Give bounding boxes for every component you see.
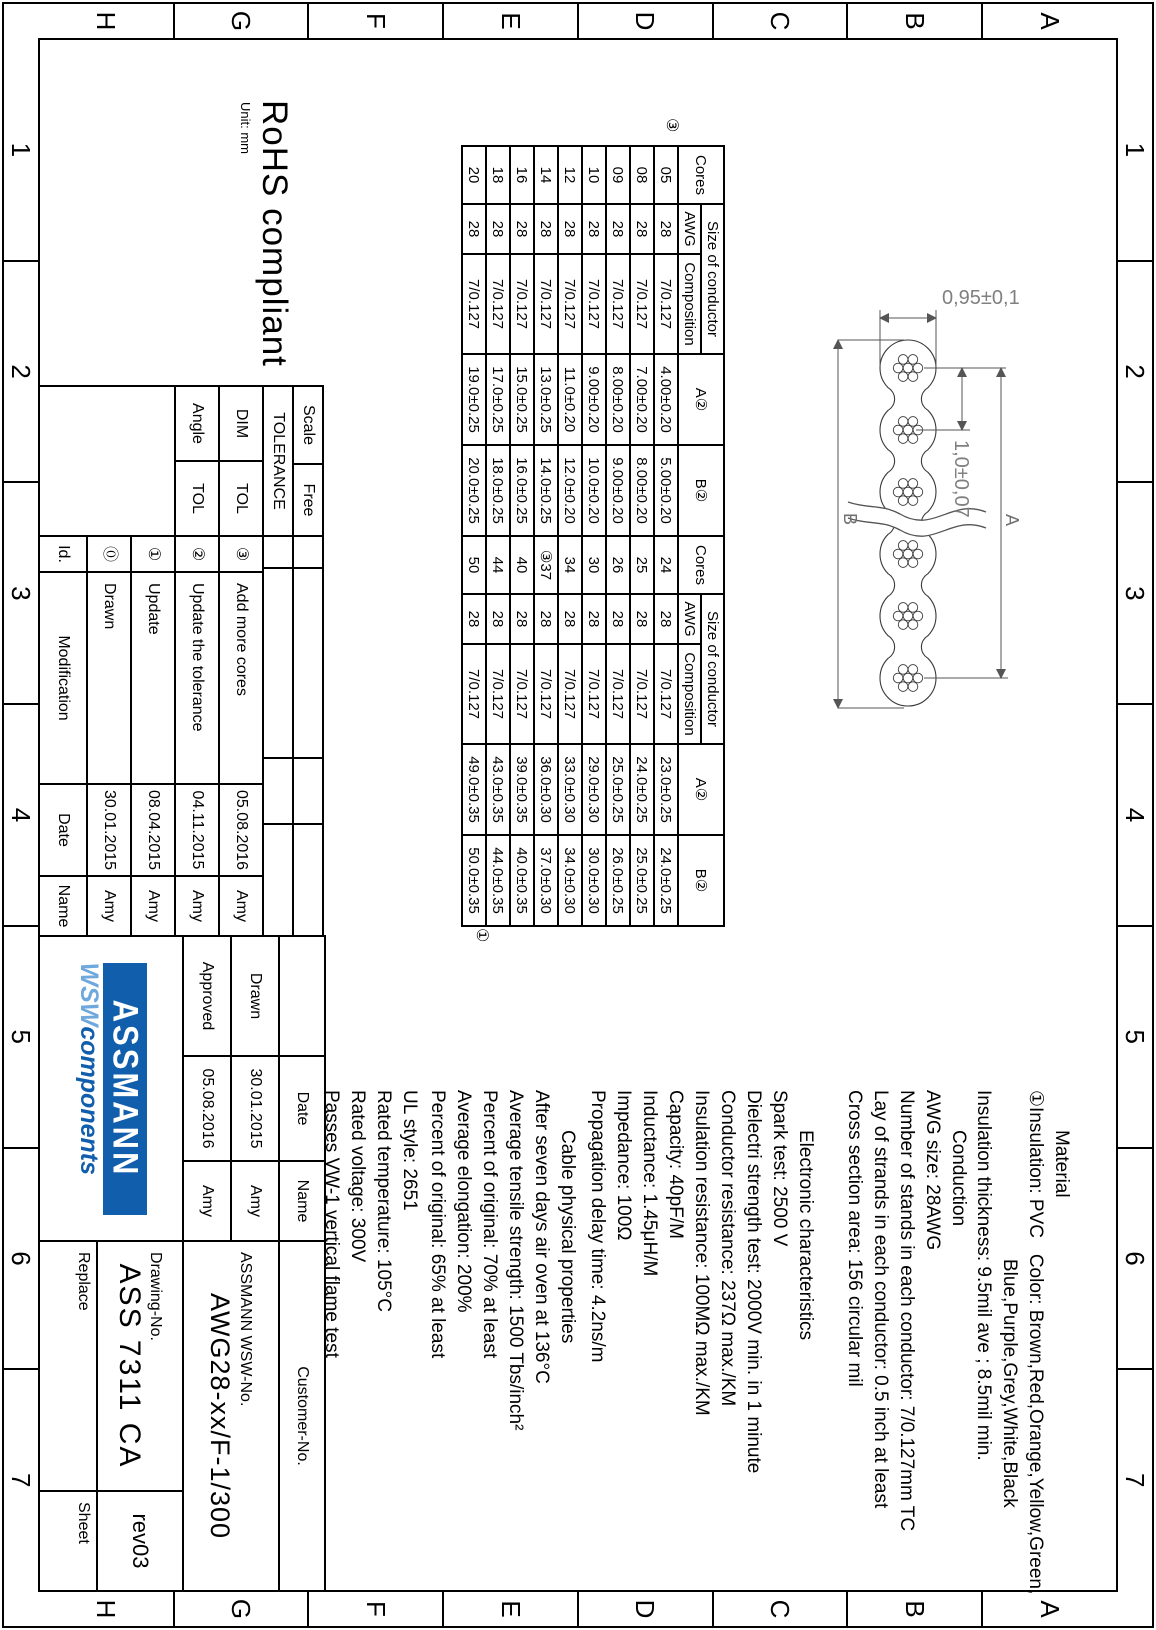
- cell-cores: 34: [558, 536, 582, 594]
- cell-cores: 26: [606, 536, 630, 594]
- table-row: [486, 536, 510, 926]
- assmann-logo-wsw: WSW: [74, 962, 103, 1027]
- drawn-name: Amy: [231, 1161, 279, 1241]
- table-row: [654, 536, 678, 926]
- note-line: Dielectri strength test: 2000V min. in 1 minute: [743, 1090, 764, 1474]
- cell-composition: 7/0.127: [558, 644, 582, 744]
- frame-strip-top: [1118, 40, 1152, 1590]
- note-title: Electronic characteristics: [795, 1130, 816, 1341]
- col-header-size-of-conductor: Size of conductor: [701, 204, 724, 354]
- revision-name: Amy: [87, 876, 131, 936]
- revision-cell: [97, 1491, 183, 1591]
- revision-modification: Update: [131, 572, 175, 784]
- assmann-logo: [76, 963, 147, 1215]
- cell-awg: 28: [606, 594, 630, 644]
- empty-cell: [263, 568, 293, 758]
- frame-row-label: G: [173, 4, 308, 38]
- note-line: Conductor resistance: 237Ω max./KM: [717, 1090, 738, 1407]
- col-header-awg: AWG: [678, 204, 701, 254]
- frame-column-label: 3: [1118, 483, 1152, 705]
- approved-name: Amy: [183, 1161, 231, 1241]
- revision-id: ⓪: [87, 536, 131, 572]
- frame-column-label: 4: [4, 705, 38, 927]
- col-header-a: A②: [678, 354, 724, 445]
- frame-row-label: B: [847, 1592, 982, 1626]
- revision-name: Amy: [219, 876, 263, 936]
- cell-b: 10.0±0.20: [582, 445, 606, 536]
- conductor-table-half-1: [461, 145, 725, 537]
- note-line: Blue,Purple,Grey,White,Black: [999, 1090, 1020, 1508]
- note-line: Rated temperature: 105°C: [373, 1090, 394, 1312]
- note-line: UL style: 2651: [399, 1090, 420, 1211]
- assmann-logo-components: components: [74, 1026, 103, 1175]
- table-row: [534, 146, 558, 536]
- table-row: [486, 146, 510, 536]
- frame-column-label: 1: [1118, 40, 1152, 262]
- empty-cell: [263, 758, 293, 824]
- drawing-no-label: Drawing-No.: [147, 1252, 165, 1341]
- scale-label: Scale: [293, 386, 323, 464]
- cell-cores: 10: [582, 146, 606, 204]
- table-row: [558, 146, 582, 536]
- cell-b: 40.0±0.35: [510, 835, 534, 926]
- col-header-composition: Composition: [678, 644, 701, 744]
- dim-tol-label: TOL: [219, 461, 263, 536]
- note-ul-ratings: [318, 1090, 422, 1600]
- cell-awg: 28: [462, 594, 486, 644]
- col-header-cores: Cores: [678, 146, 724, 204]
- dim-label-a: A: [1002, 514, 1022, 527]
- cell-awg: 28: [654, 594, 678, 644]
- revision-row: [131, 536, 175, 936]
- cell-b: 30.0±0.30: [582, 835, 606, 926]
- cell-a: 7.00±0.20: [630, 354, 654, 445]
- revision-row: [219, 536, 263, 936]
- cell-composition: 7/0.127: [606, 254, 630, 354]
- frame-row-label: A: [981, 4, 1116, 38]
- cell-b: 14.0±0.25: [534, 445, 558, 536]
- empty-cell: [263, 536, 293, 568]
- cell-cores: 08: [630, 146, 654, 204]
- cell-awg: 28: [534, 594, 558, 644]
- table-row: [606, 536, 630, 926]
- table-row: [534, 536, 558, 926]
- cell-a: 17.0±0.25: [486, 354, 510, 445]
- logo-cell: [39, 936, 183, 1241]
- note-line: Average elongation: 200%: [453, 1090, 474, 1313]
- tolerance-label: TOLERANCE: [263, 386, 293, 536]
- table-row: [630, 536, 654, 926]
- footnote-marker-3: ③: [663, 118, 680, 133]
- cell-composition: 7/0.127: [462, 644, 486, 744]
- cell-composition: 7/0.127: [510, 254, 534, 354]
- frame-column-label: 7: [1120, 1472, 1150, 1488]
- revision-modification: Update the tolerance: [175, 572, 219, 784]
- cell-b: 24.0±0.25: [654, 835, 678, 926]
- table-row: [558, 536, 582, 926]
- cell-a: 11.0±0.20: [558, 354, 582, 445]
- note-line: Percent of original: 65% at least: [427, 1090, 448, 1359]
- note-line: After seven days air oven at 136°C: [531, 1090, 552, 1384]
- cell-cores: 25: [630, 536, 654, 594]
- revision-id: ③: [219, 536, 263, 572]
- angle-label: Angle: [175, 386, 219, 461]
- cell-composition: 7/0.127: [630, 644, 654, 744]
- dim-label-b: B: [840, 513, 860, 526]
- cell-a: 19.0±0.25: [462, 354, 486, 445]
- dim-core-width: 0,95±0,1: [942, 287, 1020, 309]
- cell-awg: 28: [606, 204, 630, 254]
- revision-header-id: Id.: [39, 536, 87, 572]
- cell-b: 9.00±0.20: [606, 445, 630, 536]
- cell-composition: 7/0.127: [654, 254, 678, 354]
- cell-cores: 30: [582, 536, 606, 594]
- cell-a: 25.0±0.25: [606, 744, 630, 835]
- note-material: [970, 1090, 1074, 1600]
- assmann-logo-brand: ASSMANN: [104, 999, 146, 1178]
- empty-cell: [293, 568, 323, 758]
- scale-value: Free: [293, 464, 323, 536]
- approved-date: 05.08.2016: [183, 1056, 231, 1161]
- cell-cores: 16: [510, 146, 534, 204]
- revision-date: 30.01.2015: [87, 784, 131, 876]
- conductor-table-half-2: [461, 535, 725, 927]
- frame-row-label: F: [308, 4, 443, 38]
- sheet-label: Sheet: [75, 1502, 92, 1544]
- conductor-strands: [893, 541, 922, 568]
- frame-row-label: H: [91, 1599, 122, 1619]
- frame-column-label: 7: [6, 1472, 36, 1488]
- frame-strip-bottom: [4, 40, 38, 1590]
- frame-strip-left: [40, 4, 1116, 38]
- cell-a: 49.0±0.35: [462, 744, 486, 835]
- empty-cell: [263, 824, 293, 936]
- cell-a: 36.0±0.30: [534, 744, 558, 835]
- cell-a: 39.0±0.35: [510, 744, 534, 835]
- cell-awg: 28: [486, 204, 510, 254]
- assmann-logo-sub: [76, 963, 101, 1215]
- revision-date: 05.08.2016: [219, 784, 263, 876]
- cell-a: 24.0±0.25: [630, 744, 654, 835]
- cell-b: 44.0±0.35: [486, 835, 510, 926]
- cell-awg: 28: [654, 204, 678, 254]
- frame-row-label: E: [442, 4, 577, 38]
- footnote-marker-1: ①: [473, 928, 490, 943]
- note-line: ①Insulation: PVC Color: Brown,Red,Orange,Yellow,Green,: [1025, 1090, 1046, 1595]
- table-row: [630, 146, 654, 536]
- frame-row-label: D: [577, 4, 712, 38]
- title-block: [38, 935, 326, 1592]
- sheet-cell: [39, 1491, 97, 1591]
- table-row: [462, 536, 486, 926]
- unit-text: Unit: mm: [238, 102, 253, 154]
- conductor-strands: [893, 479, 922, 506]
- note-title: Material: [1051, 1130, 1072, 1198]
- cell-awg: 28: [558, 204, 582, 254]
- frame-row-label: E: [442, 1592, 577, 1626]
- cell-cores: 20: [462, 146, 486, 204]
- drawing-no-value: ASS 7311 CA: [113, 1263, 147, 1469]
- cell-b: 5.00±0.20: [654, 445, 678, 536]
- revision-id: ①: [131, 536, 175, 572]
- col-header-cores: Cores: [678, 536, 724, 594]
- cell-a: 23.0±0.25: [654, 744, 678, 835]
- col-header-awg: AWG: [678, 594, 701, 644]
- note-line: Cross section area: 156 circular mil: [844, 1090, 865, 1387]
- note-line: Number of stands in each conductor: 7/0.127mm TC: [896, 1090, 917, 1532]
- cell-cores: 24: [654, 536, 678, 594]
- drawn-label: Drawn: [231, 936, 279, 1056]
- drawn-date: 30.01.2015: [231, 1056, 279, 1161]
- cell-b: 20.0±0.25: [462, 445, 486, 536]
- scale-tolerance-box: [262, 385, 324, 937]
- table-row: [654, 146, 678, 536]
- cell-b: 16.0±0.25: [510, 445, 534, 536]
- note-title: Conduction: [948, 1130, 969, 1227]
- approved-label: Approved: [183, 936, 231, 1056]
- note-physical: [424, 1090, 580, 1600]
- replace-label: Replace: [75, 1252, 92, 1311]
- cell-awg: 28: [582, 204, 606, 254]
- frame-row-label: D: [577, 1592, 712, 1626]
- cell-awg: 28: [630, 204, 654, 254]
- frame-row-label: B: [847, 4, 982, 38]
- revision-name: Amy: [131, 876, 175, 936]
- note-line: Spark test: 2500 V: [769, 1090, 790, 1247]
- note-line: Percent of original: 70% at least: [479, 1090, 500, 1359]
- cell-a: 8.00±0.20: [606, 354, 630, 445]
- frame-row-label: H: [91, 11, 122, 31]
- table-row: [606, 146, 630, 536]
- note-line: Impedance: 100Ω: [613, 1090, 634, 1241]
- cell-b: 18.0±0.25: [486, 445, 510, 536]
- frame-column-label: 2: [1118, 262, 1152, 484]
- frame-row-label: A: [981, 1592, 1116, 1626]
- cable-cross-section-drawing: [806, 230, 1046, 790]
- frame-column-label: 3: [4, 483, 38, 705]
- cell-cores: 05: [654, 146, 678, 204]
- cell-b: 8.00±0.20: [630, 445, 654, 536]
- cell-composition: 7/0.127: [582, 254, 606, 354]
- empty-cell: [293, 536, 323, 568]
- revision-table: [38, 535, 264, 937]
- note-line: Passes VW-1 vertical flame test: [321, 1090, 342, 1358]
- revision-row: [175, 536, 219, 936]
- note-line: AWG size: 28AWG: [922, 1090, 943, 1251]
- empty-cell: [39, 386, 175, 536]
- conductor-strands: [893, 665, 922, 692]
- cell-b: 12.0±0.20: [558, 445, 582, 536]
- cell-a: 13.0±0.25: [534, 354, 558, 445]
- table-row: [582, 146, 606, 536]
- cell-awg: 28: [510, 594, 534, 644]
- revision-body: [87, 536, 263, 936]
- dim-angle-tolerance-box: [38, 385, 264, 537]
- cell-awg: 28: [510, 204, 534, 254]
- cell-a: 4.00±0.20: [654, 354, 678, 445]
- note-line: Propagation delay time: 4.2ns/m: [587, 1090, 608, 1363]
- rohs-compliant-text: RoHS compliant: [255, 100, 294, 367]
- frame-row-label: C: [712, 1592, 847, 1626]
- assmann-logo-bar: [103, 963, 147, 1215]
- cell-awg: 28: [558, 594, 582, 644]
- cell-cores: 09: [606, 146, 630, 204]
- cell-cores: 50: [462, 536, 486, 594]
- revision-id: ②: [175, 536, 219, 572]
- col-header-composition: Composition: [678, 254, 701, 354]
- cell-b: 26.0±0.25: [606, 835, 630, 926]
- drawing-no-cell: [97, 1241, 183, 1491]
- dim-label: DIM: [219, 386, 263, 461]
- revision-date: 04.11.2015: [175, 784, 219, 876]
- table-row: [510, 536, 534, 926]
- empty-cell: [293, 758, 323, 824]
- wsw-no-label: ASSMANN WSW-No.: [236, 1252, 254, 1407]
- frame-column-label: 6: [1118, 1149, 1152, 1371]
- note-line: Rated voltage: 300V: [347, 1090, 368, 1263]
- cell-composition: 7/0.127: [462, 254, 486, 354]
- name-column-header: Name: [279, 1161, 325, 1241]
- revision-header-date: Date: [39, 784, 87, 876]
- replace-cell: [39, 1241, 97, 1491]
- revision-name: Amy: [175, 876, 219, 936]
- note-electronic: [584, 1090, 818, 1600]
- cell-a: 43.0±0.35: [486, 744, 510, 835]
- wsw-no-cell: [183, 1241, 279, 1591]
- dim-pitch: 1,0±0,07: [950, 440, 972, 518]
- cell-cores: 14: [534, 146, 558, 204]
- empty-cell: [279, 936, 325, 1056]
- cell-cores: 40: [510, 536, 534, 594]
- cell-cores: 44: [486, 536, 510, 594]
- frame-row-label: F: [308, 1592, 443, 1626]
- col-header-size-of-conductor: Size of conductor: [701, 594, 724, 744]
- customer-no-label: Customer-No.: [279, 1241, 325, 1591]
- frame-column-label: 6: [4, 1149, 38, 1371]
- cell-b: 50.0±0.35: [462, 835, 486, 926]
- cell-b: 37.0±0.30: [534, 835, 558, 926]
- frame-column-label: 5: [4, 927, 38, 1149]
- cell-a: 15.0±0.25: [510, 354, 534, 445]
- revision-modification: Drawn: [87, 572, 131, 784]
- revision-row: [87, 536, 131, 936]
- cell-composition: 7/0.127: [534, 254, 558, 354]
- revision-value: rev03: [127, 1513, 153, 1569]
- cell-b: 34.0±0.30: [558, 835, 582, 926]
- empty-cell: [293, 824, 323, 936]
- note-conduction: [841, 1090, 971, 1600]
- frame-column-label: 5: [1118, 927, 1152, 1149]
- cell-composition: 7/0.127: [558, 254, 582, 354]
- cell-composition: 7/0.127: [534, 644, 558, 744]
- note-line: Insulation resistance: 100MΩ max./KM: [691, 1090, 712, 1416]
- revision-date: 08.04.2015: [131, 784, 175, 876]
- revision-header-modification: Modification: [39, 572, 87, 784]
- cell-composition: 7/0.127: [606, 644, 630, 744]
- cell-composition: 7/0.127: [510, 644, 534, 744]
- frame-row-label: G: [173, 1592, 308, 1626]
- frame-column-label: 4: [1118, 705, 1152, 927]
- conductor-strands: [893, 603, 922, 630]
- note-line: Capacity: 40pF/M: [665, 1090, 686, 1239]
- cell-awg: 28: [630, 594, 654, 644]
- cell-awg: 28: [462, 204, 486, 254]
- cell-cores: ③37: [534, 536, 558, 594]
- note-line: Inductance: 1.45μH/M: [639, 1090, 660, 1277]
- col-header-b: B②: [678, 445, 724, 536]
- cell-cores: 12: [558, 146, 582, 204]
- cell-awg: 28: [486, 594, 510, 644]
- angle-tol-label: TOL: [175, 461, 219, 536]
- table-row: [582, 536, 606, 926]
- col-header-a: A②: [678, 744, 724, 835]
- cell-composition: 7/0.127: [486, 254, 510, 354]
- note-title: Cable physical properties: [557, 1130, 578, 1344]
- note-line: Average tensile strength: 1500 Tbs/inch²: [505, 1090, 526, 1431]
- conductor-strands: [893, 355, 922, 382]
- frame-column-label: 1: [4, 40, 38, 262]
- revision-modification: Add more cores: [219, 572, 263, 784]
- cell-composition: 7/0.127: [654, 644, 678, 744]
- revision-header-name: Name: [39, 876, 87, 936]
- note-line: Lay of strands in each conductor: 0.5 inch at least: [870, 1090, 891, 1509]
- note-line: Insulation thickness: 9.5mil ave ; 8.5mil min.: [973, 1090, 994, 1461]
- cell-composition: 7/0.127: [486, 644, 510, 744]
- cell-a: 29.0±0.30: [582, 744, 606, 835]
- date-column-header: Date: [279, 1056, 325, 1161]
- cell-composition: 7/0.127: [582, 644, 606, 744]
- cell-b: 25.0±0.25: [630, 835, 654, 926]
- cell-cores: 18: [486, 146, 510, 204]
- cell-composition: 7/0.127: [630, 254, 654, 354]
- cell-awg: 28: [582, 594, 606, 644]
- table-row: [462, 146, 486, 536]
- frame-column-label: 2: [4, 262, 38, 484]
- cell-a: 9.00±0.20: [582, 354, 606, 445]
- wsw-no-value: AWG28-xx/F-1/300: [205, 1292, 236, 1540]
- cell-awg: 28: [534, 204, 558, 254]
- col-header-b: B②: [678, 835, 724, 926]
- frame-row-label: C: [712, 4, 847, 38]
- table-row: [510, 146, 534, 536]
- conductor-table-body-1: [462, 536, 678, 926]
- conductor-table-body-0: [462, 146, 678, 536]
- cell-a: 33.0±0.30: [558, 744, 582, 835]
